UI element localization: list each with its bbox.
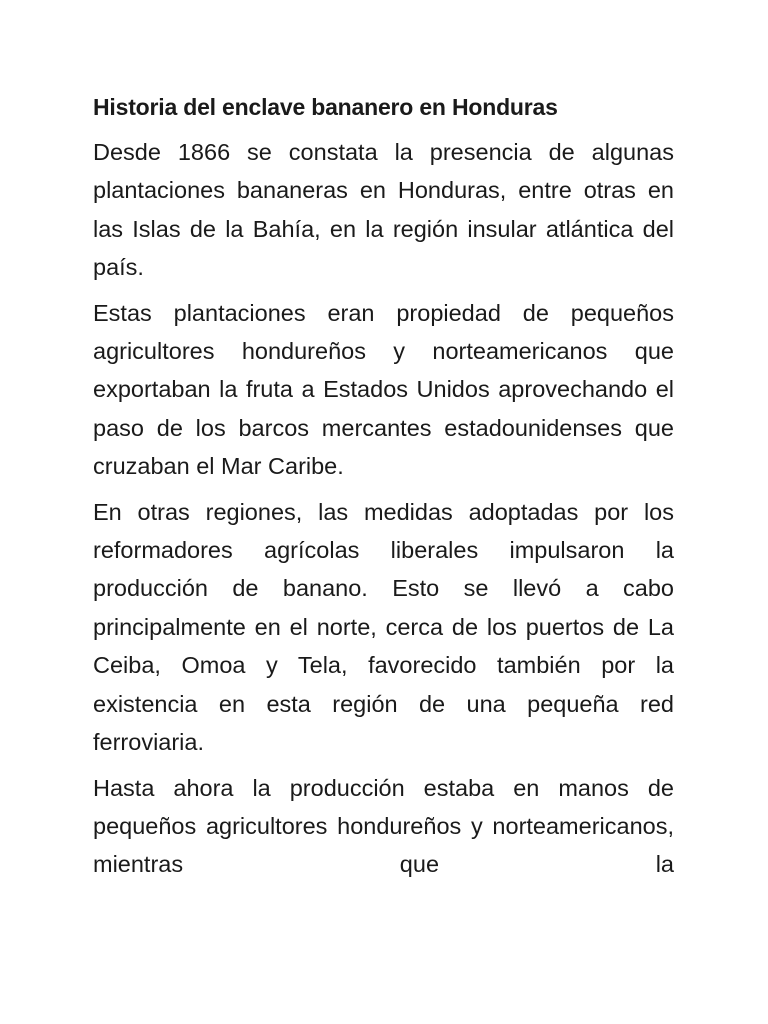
paragraph-1: Desde 1866 se constata la presencia de algunas plantaciones bananeras en Honduras, entre otras en las Islas de la Bahía, en la región insular atlántica del país.: [93, 139, 674, 281]
document-title: Historia del enclave bananero en Honduras: [93, 94, 558, 120]
paragraph-2: Estas plantaciones eran propiedad de pequeños agricultores hondureños y norteamericanos que exportaban la fruta a Estados Unidos aprovechando el paso de los barcos mercantes estadounidenses que cruzaban el Mar Caribe.: [93, 299, 674, 480]
paragraph-4: Hasta ahora la producción estaba en manos de pequeños agricultores hondureños y norteamericanos, mientras que la: [93, 774, 674, 878]
paragraph-3: En otras regiones, las medidas adoptadas por los reformadores agrícolas liberales impulsaron la producción de banano. Esto se llevó a cabo principalmente en el norte, cerca de los puertos de La Ceiba, Omoa y Tela, favorecido también por la existencia en esta región de una pequeña red ferroviaria.: [93, 498, 674, 756]
document-page: [93, 88, 674, 884]
